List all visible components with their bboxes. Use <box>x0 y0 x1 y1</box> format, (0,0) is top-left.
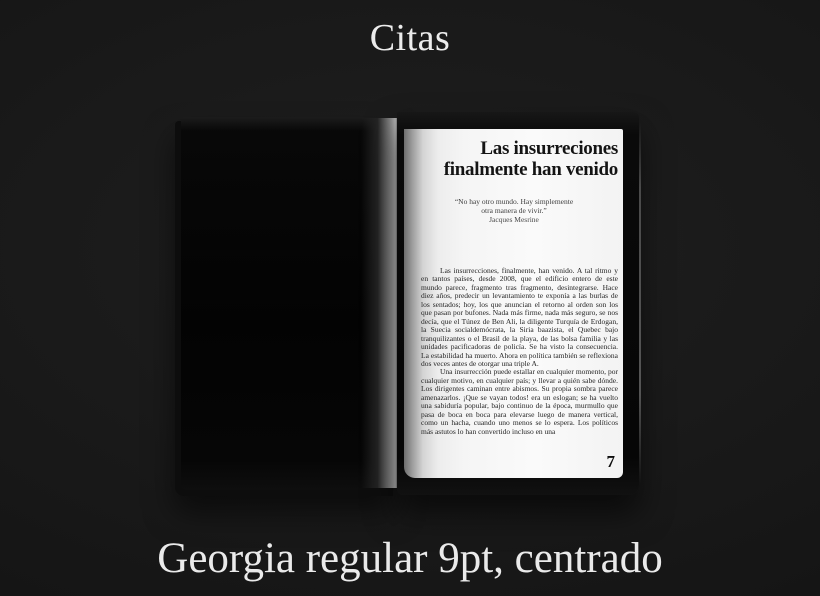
chapter-title-line-2: finalmente han venido <box>443 159 618 180</box>
epigraph-line-2: otra manera de vivir.” <box>481 206 547 215</box>
book-right-page <box>404 129 623 478</box>
epigraph-quote <box>421 197 607 224</box>
book-edge-highlight <box>639 122 641 484</box>
page-number: 7 <box>606 452 615 471</box>
body-paragraph-2: Una insurrección puede estallar en cualquier momento, por cualquier motivo, en cualquier país; y llevar a quién sabe dónde. Los dirigentes caminan entre abismos. Su propia sombra parece amenazarlos. ¡Que se vayan todos! era un eslogan; se ha vuelto una sabiduría popular, bajo continuo de la época, murmullo que pasa de boca en boca para elevarse luego de manera vertical, como un hacha, cuando uno menos se lo espera. Los políticos más astutos lo han convertido incluso en una <box>421 367 618 436</box>
epigraph-attribution: Jacques Mesrine <box>489 215 539 224</box>
book-mockup <box>175 112 641 496</box>
book-spine-highlight <box>361 118 398 488</box>
slide-caption: Georgia regular 9pt, centrado <box>157 535 663 582</box>
body-text <box>421 267 618 436</box>
chapter-title-line-1: Las insurreciones <box>480 138 618 159</box>
body-paragraph-1: Las insurrecciones, finalmente, han venido. A tal ritmo y en tantos países, desde 2008, que el edificio entero de este mundo parece, fragmento tras fragmento, desintegrarse. Hace diez años, predecir un levantamiento te exponía a las burlas de los sentados; hoy, los que anuncian el retorno al orden son los que pasan por bufones. Nada más firme, nada más seguro, se nos decía, que el Túnez de Ben Ali, la diligente Turquía de Erdogan, la Suecia socialdemócrata, la Siria baazista, el Quebec bajo tranquilizantes o el Brasil de la playa, de las bolsa familia y las unidades pacificadoras de policía. Se ha visto la consecuencia. La estabilidad ha muerto. Ahora en política también se reflexiona dos veces antes de otorgar una triple A. <box>421 266 618 368</box>
epigraph-line-1: “No hay otro mundo. Hay simplemente <box>454 197 574 206</box>
slide-title: Citas <box>369 17 451 59</box>
chapter-title <box>421 138 618 180</box>
